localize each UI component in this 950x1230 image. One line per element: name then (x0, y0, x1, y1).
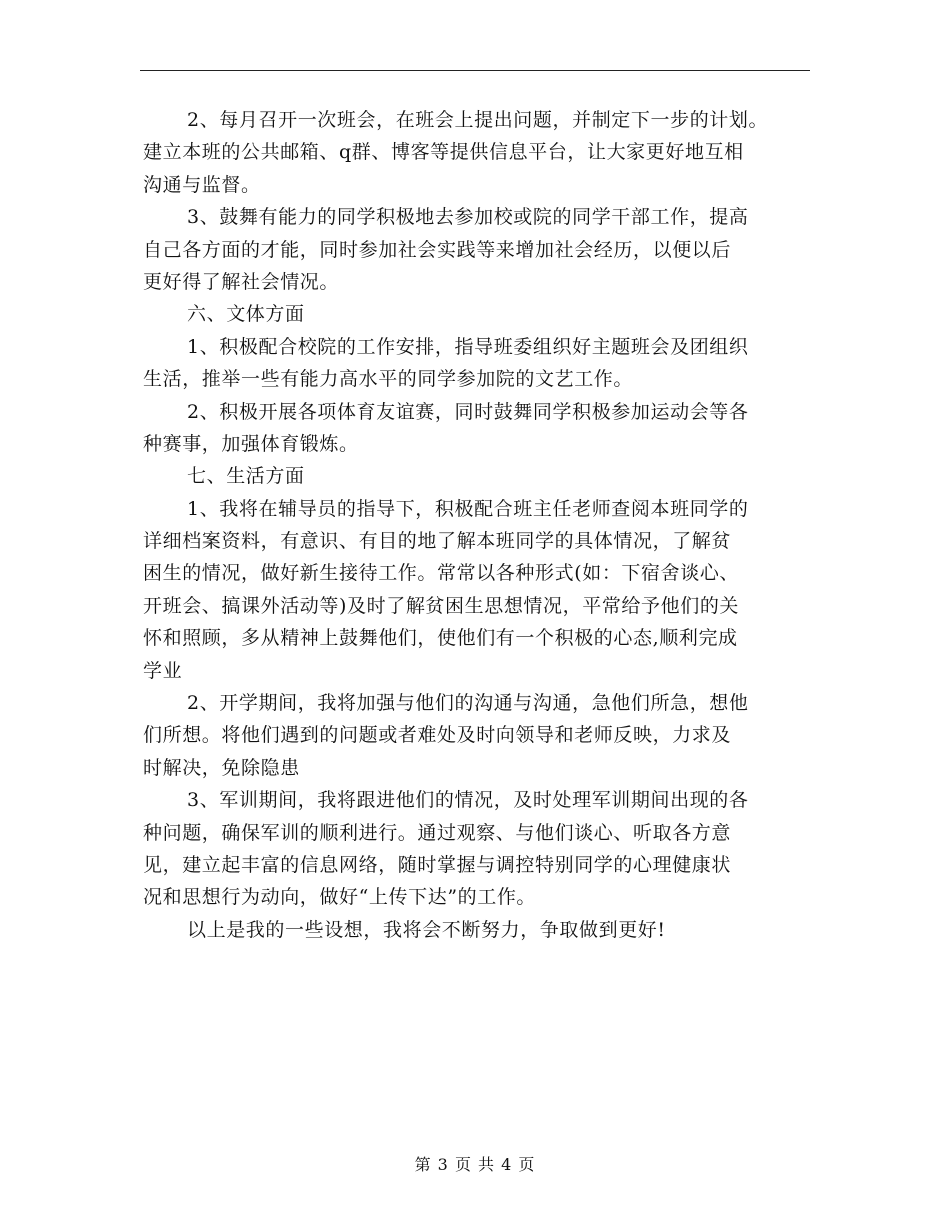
text-line: 2、积极开展各项体育友谊赛，同时鼓舞同学积极参加运动会等各 (187, 400, 749, 423)
text-line: 以上是我的一些设想，我将会不断努力，争取做到更好! (187, 918, 666, 941)
text-line: 见，建立起丰富的信息网络，随时掌握与调控特别同学的心理健康状 (143, 853, 732, 876)
text-line: 种赛事，加强体育锻炼。 (143, 432, 359, 455)
text-line: 况和思想行为动向，做好“上传下达”的工作。 (143, 886, 537, 909)
header-rule (140, 70, 810, 71)
text-line: 种问题，确保军训的顺利进行。通过观察、与他们谈心、听取各方意 (143, 821, 732, 844)
text-line: 生活，推举一些有能力高水平的同学参加院的文艺工作。 (143, 368, 634, 391)
body-text (143, 104, 815, 946)
text-line: 2、开学期间，我将加强与他们的沟通与沟通，急他们所急，想他 (187, 692, 749, 715)
text-line: 1、积极配合校院的工作安排，指导班委组织好主题班会及团组织 (187, 335, 749, 358)
text-line: 开班会、搞课外活动等)及时了解贫困生思想情况，平常给予他们的关 (143, 594, 740, 617)
text-line: 3、军训期间，我将跟进他们的情况，及时处理军训期间出现的各 (187, 789, 749, 812)
text-line: 学业 (143, 659, 183, 682)
page-number-footer: 第 3 页 共 4 页 (414, 1155, 536, 1174)
text-line: 更好得了解社会情况。 (143, 270, 340, 293)
text-line: 沟通与监督。 (143, 173, 261, 196)
text-line: 怀和照顾，多从精神上鼓舞他们，使他们有一个积极的心态,顺利完成 (143, 627, 738, 650)
text-line: 自己各方面的才能，同时参加社会实践等来增加社会经历，以便以后 (143, 238, 732, 261)
text-line: 详细档案资料，有意识、有目的地了解本班同学的具体情况，了解贫 (143, 530, 732, 553)
text-line: 们所想。将他们遇到的问题或者难处及时向领导和老师反映，力求及 (143, 724, 732, 747)
text-line: 1、我将在辅导员的指导下，积极配合班主任老师查阅本班同学的 (187, 497, 749, 520)
text-line: 时解决，免除隐患 (143, 756, 300, 779)
text-line: 七、生活方面 (187, 465, 305, 488)
text-line: 六、文体方面 (187, 303, 305, 326)
text-line: 困生的情况，做好新生接待工作。常常以各种形式(如：下宿舍谈心、 (143, 562, 740, 585)
text-line: 2、每月召开一次班会，在班会上提出问题，并制定下一步的计划。 (187, 109, 769, 131)
text-line: 3、鼓舞有能力的同学积极地去参加校或院的同学干部工作，提高 (187, 206, 749, 229)
text-line: 建立本班的公共邮箱、q群、博客等提供信息平台，让大家更好地互相 (143, 141, 744, 164)
